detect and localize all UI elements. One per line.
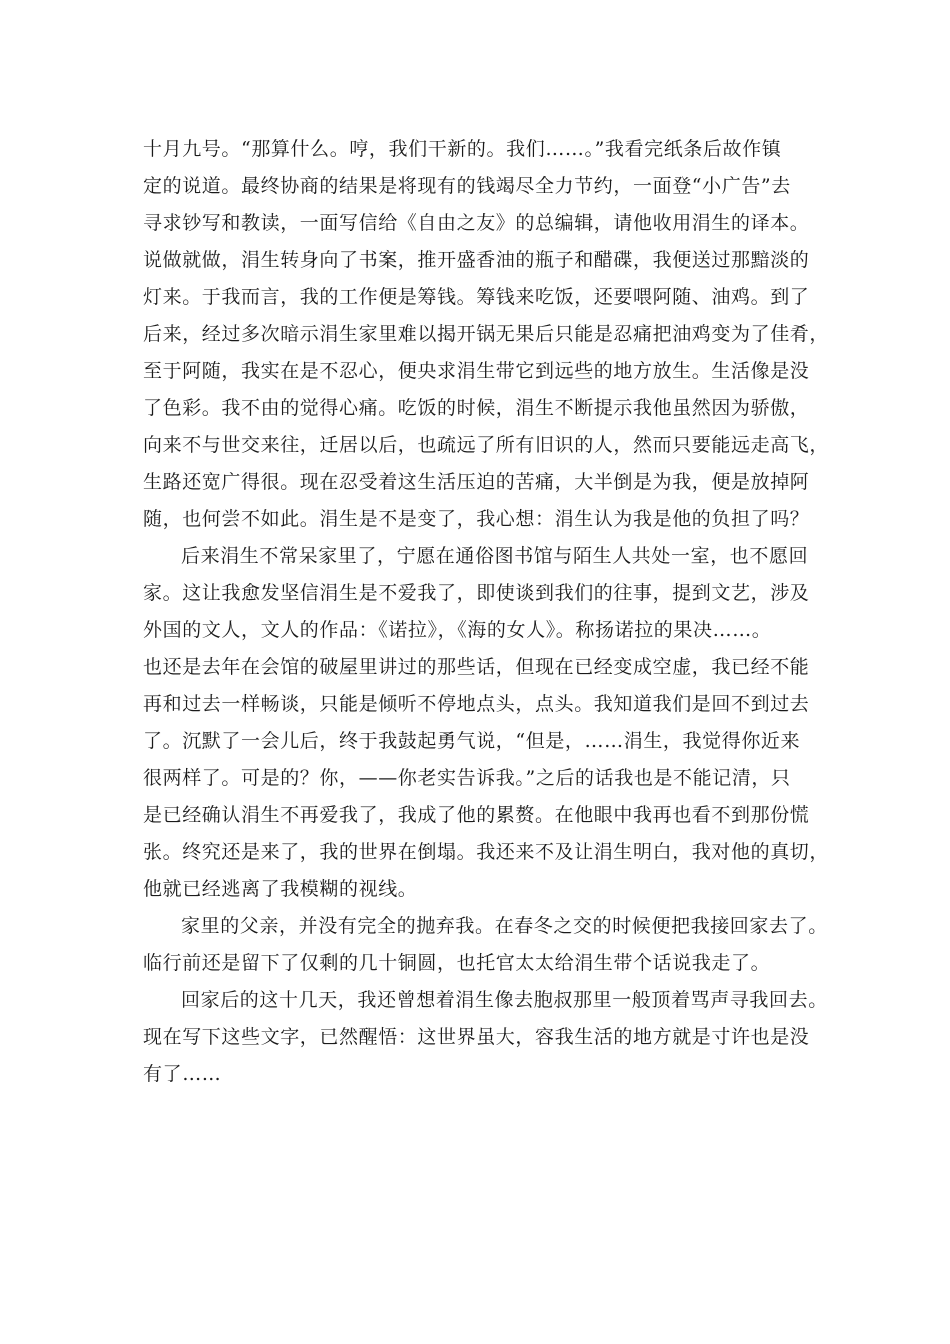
text-line: 外国的文人，文人的作品：《诺拉》，《海的女人》。称扬诺拉的果决……。: [143, 619, 772, 641]
text-line: 现在写下这些文字，已然醒悟：这世界虽大，容我生活的地方就是寸许也是没: [143, 1026, 810, 1048]
paragraph-start-line: 后来涓生不常呆家里了，宁愿在通俗图书馆与陌生人共处一室，也不愿回: [181, 545, 809, 567]
text-line: 家。这让我愈发坚信涓生是不爱我了，即使谈到我们的往事，提到文艺，涉及: [143, 582, 810, 604]
text-line: 十月九号。“那算什么。哼，我们干新的。我们……。”我看完纸条后故作镇: [143, 138, 782, 160]
text-line: 寻求钞写和教读，一面写信给《自由之友》的总编辑，请他收用涓生的译本。: [143, 212, 810, 234]
text-line: 也还是去年在会馆的破屋里讲过的那些话，但现在已经变成空虚，我已经不能: [143, 656, 810, 678]
text-line: 临行前还是留下了仅剩的几十铜圆，也托官太太给涓生带个话说我走了。: [143, 952, 771, 974]
text-line: 了色彩。我不由的觉得心痛。吃饭的时候，涓生不断提示我他虽然因为骄傲，: [143, 397, 810, 419]
text-line: 向来不与世交来往，迁居以后，也疏远了所有旧识的人，然而只要能远走高飞，: [143, 434, 830, 456]
text-line: 定的说道。最终协商的结果是将现有的钱竭尽全力节约，一面登“小广告”去: [143, 175, 791, 197]
text-line: 很两样了。可是的？你，——你老实告诉我。”之后的话我也是不能记清，只: [143, 767, 791, 789]
text-line: 后来，经过多次暗示涓生家里难以揭开锅无果后只能是忍痛把油鸡变为了佳肴，: [143, 323, 830, 345]
text-line: 张。终究还是来了，我的世界在倒塌。我还来不及让涓生明白，我对他的真切，: [143, 841, 830, 863]
text-line: 他就已经逃离了我模糊的视线。: [143, 878, 418, 900]
text-line: 有了……: [143, 1063, 222, 1085]
text-line: 是已经确认涓生不再爱我了，我成了他的累赘。在他眼中我再也看不到那份慌: [143, 804, 810, 826]
text-line: 生路还宽广得很。现在忍受着这生活压迫的苦痛，大半倒是为我，便是放掉阿: [143, 471, 810, 493]
text-line: 至于阿随，我实在是不忍心，便央求涓生带它到远些的地方放生。生活像是没: [143, 360, 810, 382]
text-line: 说做就做，涓生转身向了书案，推开盛香油的瓶子和醋碟，我便送过那黯淡的: [143, 249, 810, 271]
paragraph-start-line: 家里的父亲，并没有完全的抛弃我。在春冬之交的时候便把我接回家去了。: [181, 915, 828, 937]
text-line: 随，也何尝不如此。涓生是不是变了，我心想：涓生认为我是他的负担了吗？: [143, 508, 810, 530]
body-text: [143, 131, 830, 1093]
paragraph-start-line: 回家后的这十几天，我还曾想着涓生像去胞叔那里一般顶着骂声寻我回去。: [181, 989, 828, 1011]
text-line: 灯来。于我而言，我的工作便是筹钱。筹钱来吃饭，还要喂阿随、油鸡。到了: [143, 286, 810, 308]
text-line: 了。沉默了一会儿后，终于我鼓起勇气说，“但是，……涓生，我觉得你近来: [143, 730, 801, 752]
text-line: 再和过去一样畅谈，只能是倾听不停地点头，点头。我知道我们是回不到过去: [143, 693, 810, 715]
